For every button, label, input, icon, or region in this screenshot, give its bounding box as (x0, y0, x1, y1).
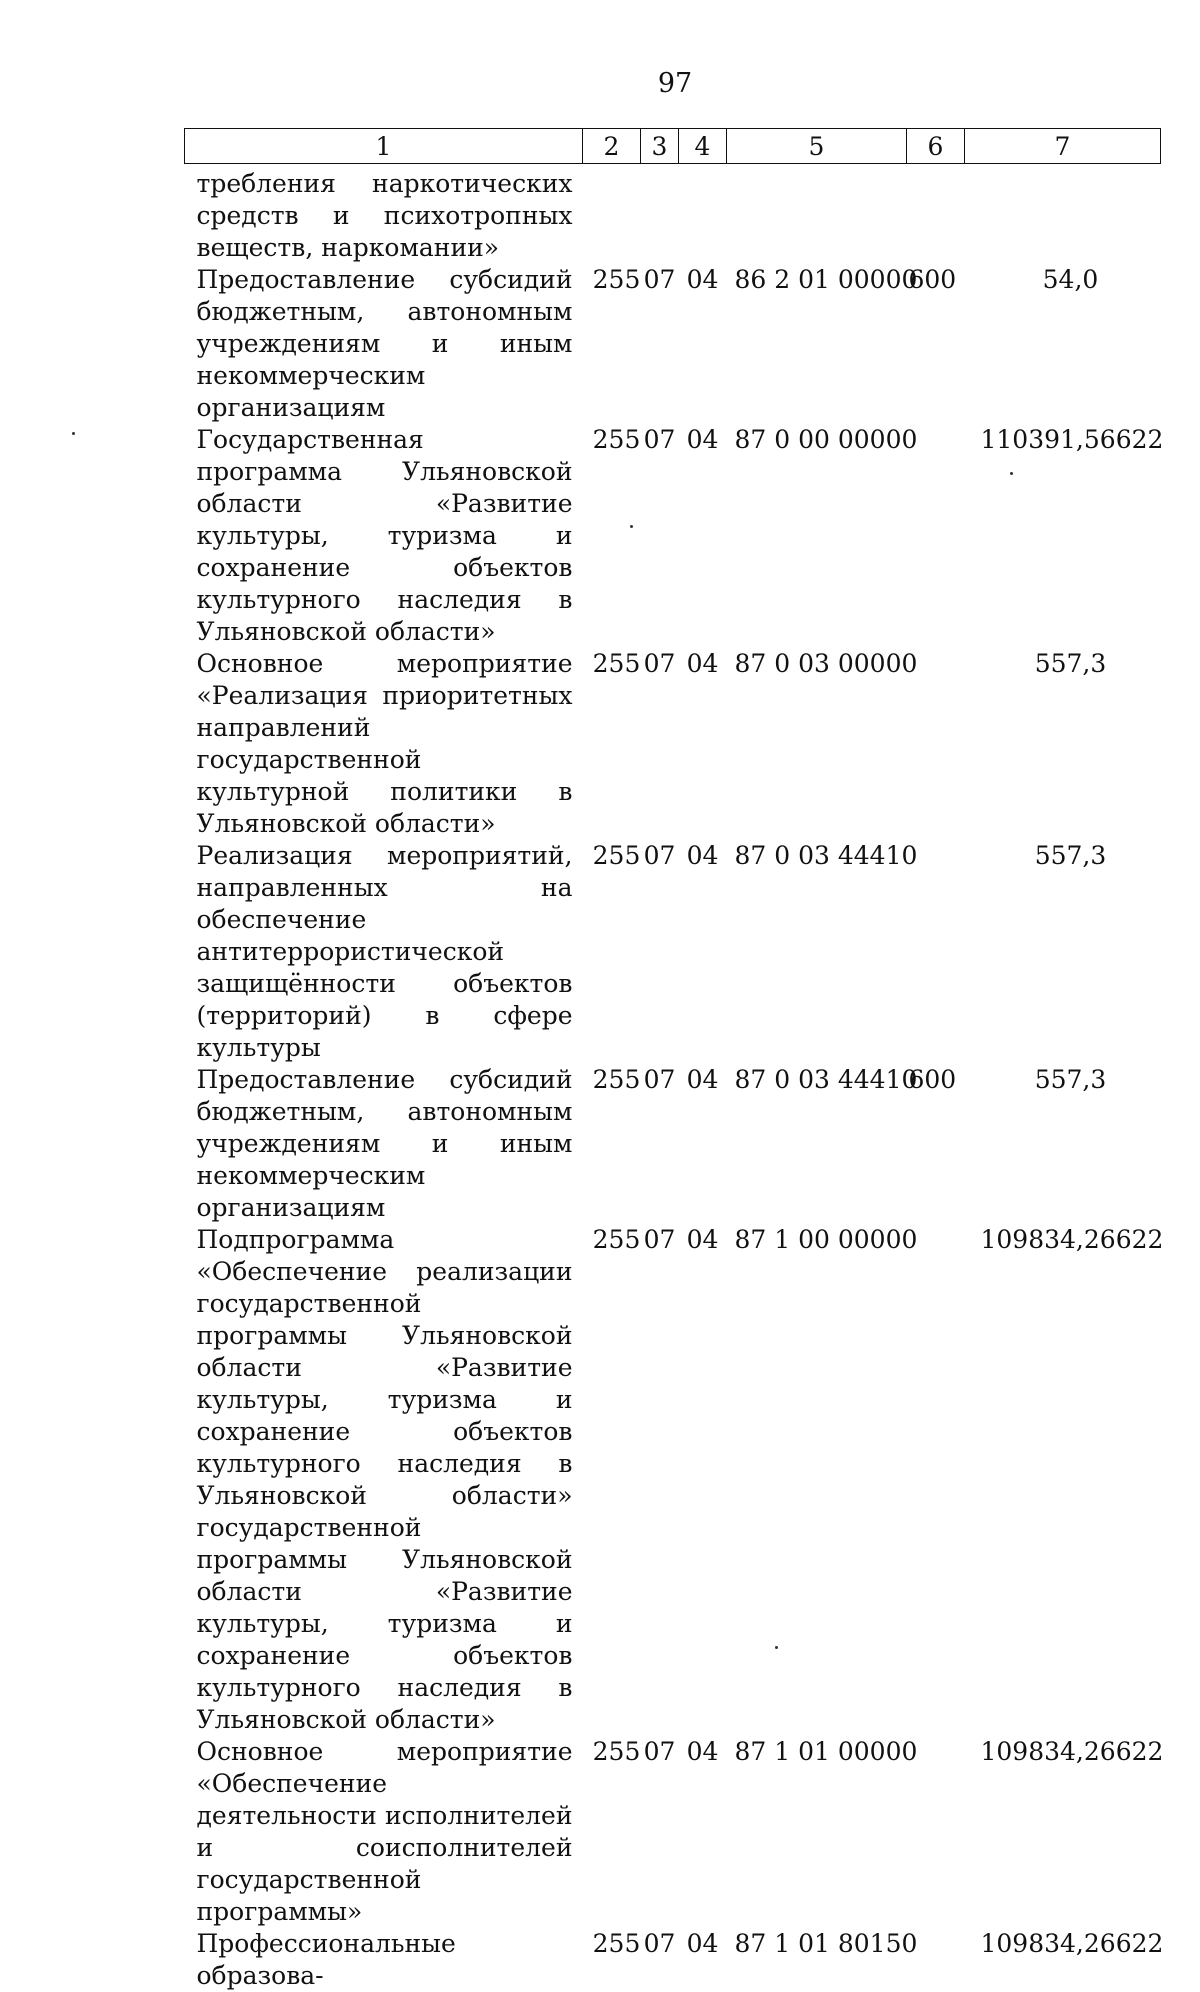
table-row (185, 648, 1161, 840)
row-name: Профессиональные образова- (196, 1929, 456, 1990)
cell-code: 255 (592, 425, 641, 454)
cell-code (583, 164, 641, 265)
cell-amount: 557,3 (1034, 649, 1107, 678)
cell-section: 07 (643, 265, 676, 294)
cell-target-article: 87 0 03 44410 (734, 1065, 918, 1094)
budget-table (184, 128, 1164, 1992)
table-row (185, 1224, 1161, 1736)
scan-speck (72, 432, 75, 435)
cell-amount: 109834,26622 (980, 1929, 1164, 1958)
row-name: Предоставление субсидий бюджетным, автономным учреждениям и иным некоммерческим организациям (196, 1065, 573, 1222)
cell-code: 255 (592, 1065, 641, 1094)
scan-speck (1010, 472, 1013, 475)
scan-speck (630, 525, 633, 528)
cell-expense-type: 600 (908, 1065, 957, 1094)
row-name: Подпрограмма «Обеспечение реализации государственной программы Ульяновской области «Развитие культуры, туризма и сохранение объектов культурного наследия в Ульяновской области» государственной программы Ульяновской области «Развитие культуры, туризма и сохранение объектов культурного наследия в Ульяновской области» (196, 1225, 573, 1734)
table-header-row (185, 129, 1161, 164)
column-header: 2 (583, 129, 641, 164)
cell-code: 255 (592, 1929, 641, 1958)
cell-amount (965, 164, 1161, 265)
cell-amount: 557,3 (1034, 841, 1107, 870)
cell-amount: 109834,26622 (980, 1737, 1164, 1766)
cell-expense-type (907, 164, 965, 265)
cell-code: 255 (592, 1737, 641, 1766)
cell-subsection: 04 (686, 1929, 719, 1958)
cell-subsection: 04 (686, 1225, 719, 1254)
row-name: Реализация мероприятий, направленных на обеспечение антитеррористической защищённости объектов (территорий) в сфере культуры (196, 841, 573, 1062)
cell-expense-type (907, 424, 965, 648)
row-name: Основное мероприятие «Обеспечение деятельности исполнителей и соисполнителей государственной программы» (196, 1737, 573, 1926)
table-row (185, 1736, 1161, 1928)
row-name: Государственная программа Ульяновской области «Развитие культуры, туризма и сохранение объектов культурного наследия в Ульяновской области» (196, 425, 573, 646)
cell-expense-type: 600 (908, 265, 957, 294)
cell-code: 255 (592, 841, 641, 870)
column-header: 7 (965, 129, 1161, 164)
cell-target-article: 87 1 01 80150 (734, 1929, 918, 1958)
table-row (185, 164, 1161, 265)
cell-section: 07 (643, 1929, 676, 1958)
column-header: 5 (727, 129, 907, 164)
cell-code: 255 (592, 649, 641, 678)
column-header: 3 (641, 129, 679, 164)
cell-subsection: 04 (686, 841, 719, 870)
cell-target-article: 87 1 01 00000 (734, 1737, 918, 1766)
cell-target-article: 87 0 03 00000 (734, 649, 918, 678)
table-row (185, 1928, 1161, 1992)
cell-code: 255 (592, 265, 641, 294)
cell-amount: 109834,26622 (980, 1225, 1164, 1254)
column-header: 6 (907, 129, 965, 164)
table-row (185, 840, 1161, 1064)
cell-expense-type (907, 1224, 965, 1736)
table-row (185, 264, 1161, 424)
column-header: 4 (679, 129, 727, 164)
page-number: 97 (657, 68, 693, 99)
cell-section: 07 (643, 1065, 676, 1094)
cell-section: 07 (643, 649, 676, 678)
cell-amount: 110391,56622 (980, 425, 1164, 454)
cell-expense-type (907, 840, 965, 1064)
cell-amount: 557,3 (1034, 1065, 1107, 1094)
table-row (185, 424, 1161, 648)
cell-subsection: 04 (686, 265, 719, 294)
cell-section: 07 (643, 425, 676, 454)
cell-section: 07 (643, 1737, 676, 1766)
cell-section: 07 (643, 841, 676, 870)
cell-section: 07 (643, 1225, 676, 1254)
cell-target-article: 87 1 00 00000 (734, 1225, 918, 1254)
cell-code: 255 (592, 1225, 641, 1254)
row-name: Основное мероприятие «Реализация приоритетных направлений государственной культурной политики в Ульяновской области» (196, 649, 573, 838)
cell-target-article: 87 0 00 00000 (734, 425, 918, 454)
cell-target-article: 86 2 01 00000 (734, 265, 918, 294)
scan-speck (775, 1646, 778, 1649)
cell-subsection: 04 (686, 1065, 719, 1094)
row-name: Предоставление субсидий бюджетным, автономным учреждениям и иным некоммерческим организациям (196, 265, 573, 422)
cell-subsection: 04 (686, 1737, 719, 1766)
cell-expense-type (907, 1736, 965, 1928)
cell-target-article (727, 164, 907, 265)
cell-target-article: 87 0 03 44410 (734, 841, 918, 870)
cell-expense-type (907, 1928, 965, 1992)
cell-section (641, 164, 679, 265)
cell-subsection (679, 164, 727, 265)
row-name: требления наркотических средств и психотропных веществ, наркомании» (196, 169, 573, 262)
column-header: 1 (185, 129, 583, 164)
cell-amount: 54,0 (1042, 265, 1099, 294)
table-row (185, 1064, 1161, 1224)
cell-subsection: 04 (686, 425, 719, 454)
cell-subsection: 04 (686, 649, 719, 678)
